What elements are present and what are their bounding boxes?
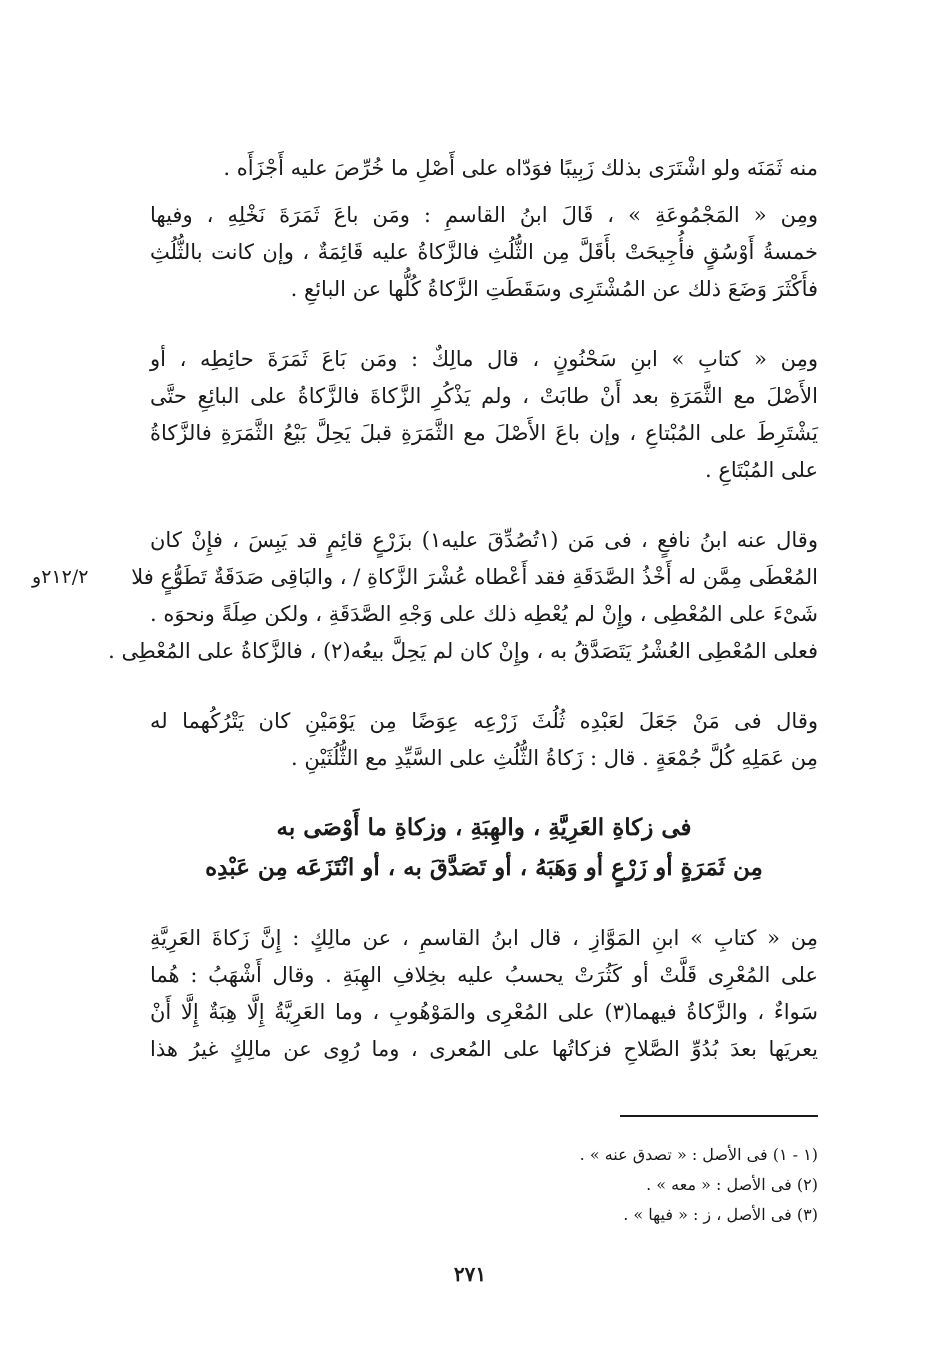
paragraph-2 xyxy=(150,197,818,308)
text-line: يَشْتَرِطَ على المُبْتاعِ ، وإن باعَ الأَصْلَ مع الثَّمَرَةِ قبلَ يَحِلَّ بَيْعُ الثَّمَرَةِ فالزَّكاةُ xyxy=(150,421,818,445)
paragraph-4 xyxy=(108,522,818,670)
text-line: يعريَها بعدَ بُدُوِّ الصَّلاحِ فزكاتُها على المُعرى ، وما رُوِى عن مالِكٍ غيرُ هذا xyxy=(150,1037,818,1061)
paragraph-1 xyxy=(150,150,818,187)
margin-folio-note: ٢١٢/٢و xyxy=(32,566,89,588)
page-number: ٢٧١ xyxy=(453,1262,487,1286)
text-line: شَىْءَ على المُعْطِى ، وإِنْ لم يُعْطِه ذلك على وَجْهِ الصَّدَقَةِ ، ولكن صِلَةً ونحوَه . xyxy=(150,602,818,626)
text-line: على المُبْتَاعِ . xyxy=(705,458,818,482)
text-line: فعلى المُعْطِى العُشْرُ يَتَصَدَّقُ به ، وإِنْ كان لم يَحِلَّ بيعُه(٢) ، فالزَّكاةُ على المُعْطِى . xyxy=(108,639,818,663)
text-line: على المُعْرِى قَلَّتْ أو كَثُرَتْ يحسبُ عليه بخِلافِ الهِبَةِ . وقال أَشْهَبُ : هُما xyxy=(150,963,818,987)
section-heading xyxy=(150,808,818,888)
heading-line-1: فى زكاةِ العَرِيَّةِ ، والهِبَةِ ، وزكاةِ ما أَوْصَى به xyxy=(276,814,692,841)
paragraph-3 xyxy=(150,341,818,489)
text-line: مِن عَمَلِهِ كُلَّ جُمْعَةٍ . قال : زَكاةُ الثُّلُثِ على السَّيِّدِ مع الثُّلُثَيْنِ . xyxy=(290,746,818,770)
footnotes xyxy=(300,1140,818,1230)
text-line: خمسةُ أَوْسُقٍ فأُجِيحَتْ بأَقَلَّ مِن الثُّلُثِ فالزَّكاةُ عليه قَائِمَةٌ ، وإن كانت بالثُّلُثِ xyxy=(150,240,818,264)
text-line: الأَصْلَ مع الثَّمَرَةِ بعد أَنْ طابَتْ ، ولم يَذْكُرِ الزَّكاةَ فالزَّكاةُ على البائِعِ حتَّى xyxy=(150,384,818,408)
text-line: المُعْطَى مِمَّن له أَخْذُ الصَّدَقَةِ فقد أَعْطاه عُشْرَ الزَّكاةِ / ، والبَاقِى صَدَقَةٌ تَطَوُّعٍ فلا xyxy=(131,565,818,589)
text-line: ومِن « كتابِ » ابنِ سَحْنُونٍ ، قال مالِكٌ : ومَن بَاعَ ثَمَرَةَ حائِطِه ، أو xyxy=(150,347,818,371)
text-line: منه ثَمَنَه ولو اشْتَرَى بذلك زَبِيبًا فوَدّاه على أَصْلِ ما خُرِّصَ عليه أَجْزَأَه . xyxy=(223,156,818,180)
footnote-3: (٣) فى الأصل ، ز : « فيها » . xyxy=(623,1205,818,1224)
heading-line-2: مِن ثَمَرَةٍ أو زَرْعٍ أو وَهَبَهُ ، أو تَصَدَّقَ به ، أو انْتَزَعَه مِن عَبْدِه xyxy=(205,854,763,881)
text-line: وقال عنه ابنُ نافعٍ ، فى مَن (١تُصُدِّقَ عليه١) بزَرْعٍ قائِمٍ قد يَبِسَ ، فإِنْ كان xyxy=(150,528,818,552)
footnote-divider xyxy=(620,1115,818,1117)
text-line: ومِن « المَجْمُوعَةِ » ، قَالَ ابنُ القاسمِ : ومَن باعَ ثَمَرَةَ نَخْلِهِ ، وفيها xyxy=(150,203,818,227)
text-line: مِن « كتابِ » ابنِ المَوَّازِ ، قال ابنُ القاسمِ ، عن مالِكٍ : إِنَّ زَكاةَ العَرِيَّةِ xyxy=(150,926,818,950)
footnote-2: (٢) فى الأصل : « معه » . xyxy=(646,1175,818,1194)
footnote-1: (١ - ١) فى الأصل : « تصدق عنه » . xyxy=(579,1145,818,1164)
paragraph-5 xyxy=(150,703,818,777)
text-line: وقال فى مَنْ جَعَلَ لعَبْدِه ثُلُثَ زَرْعِه عِوَضًا مِن يَوْمَيْنِ كان يَتْرُكُهما له xyxy=(150,709,818,733)
text-line: فأَكْثَرَ وَضَعَ ذلك عن المُشْتَرِى وسَقَطَتِ الزَّكاةُ كُلُّها عن البائعِ . xyxy=(290,277,818,301)
paragraph-6 xyxy=(150,920,818,1068)
text-line: سَواءٌ ، والزَّكاةُ فيهما(٣) على المُعْرِى والمَوْهُوبِ ، وما العَرِيَّةُ إِلَّا هِبَةٌ إِلَّا أَنْ xyxy=(150,1000,818,1024)
